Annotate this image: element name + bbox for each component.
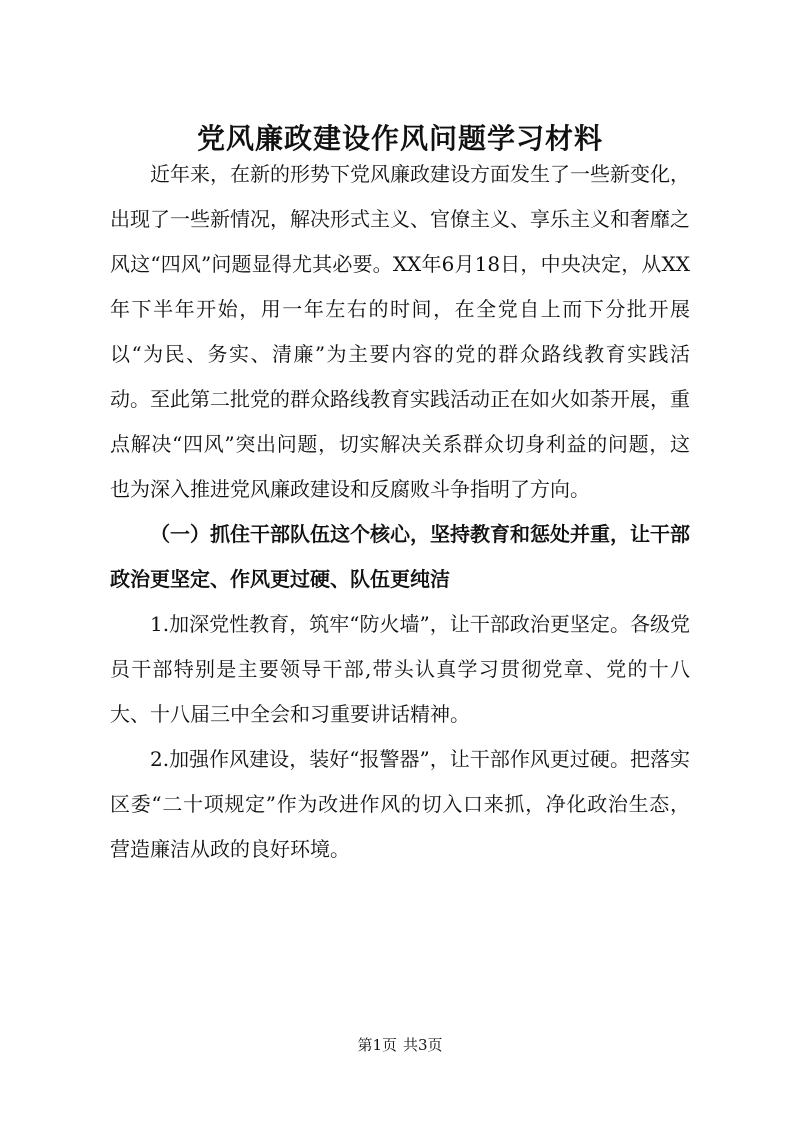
page-footer <box>0 1035 800 1055</box>
item-paragraph-1: 1.加深党性教育，筑牢“防火墙”，让干部政治更坚定。各级党员干部特别是主要领导干部,带头认真学习贯彻党章、党的十八大、十八届三中全会和习重要讲话精神。 <box>110 612 690 726</box>
item-paragraph-2: 2.加强作风建设，装好“报警器”，让干部作风更过硬。把落实区委“二十项规定”作为改进作风的切入口来抓，净化政治生态，营造廉洁从政的良好环境。 <box>110 747 690 861</box>
page-count: 共3页 <box>403 1036 443 1054</box>
section-heading: （一）抓住干部队伍这个核心，坚持教育和惩处并重，让干部政治更坚定、作风更过硬、队伍更纯洁 <box>110 522 690 591</box>
document-body <box>110 152 690 872</box>
document-title: 党风廉政建设作风问题学习材料 <box>196 121 603 155</box>
page-number: 第1页 <box>357 1036 397 1054</box>
intro-paragraph: 近年来，在新的形势下党风廉政建设方面发生了一些新变化，出现了一些新情况，解决形式主义、官僚主义、享乐主义和奢靡之风这“四风”问题显得尤其必要。XX年6月18日，中央决定，从XX年下半年开始，用一年左右的时间，在全党自上而下分批开展以“为民、务实、清廉”为主要内容的党的群众路线教育实践活动。至此第二批党的群众路线教育实践活动正在如火如荼开展，重点解决“四风”突出问题，切实解决关系群众切身利益的问题，这也为深入推进党风廉政建设和反腐败斗争指明了方向。 <box>110 162 690 501</box>
